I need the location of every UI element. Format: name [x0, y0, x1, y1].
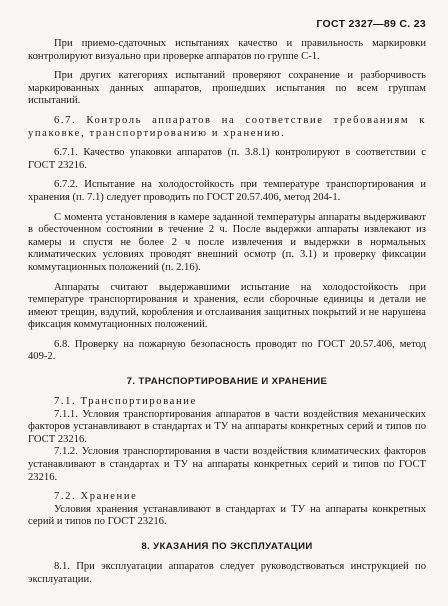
- paragraph: Аппараты считают выдержавшими испытание на холодостойкость при температуре транспортирования и хранения, если сборочные единицы и детали не имеют трещин, вздутий, коробления и отслаивания защитных покрытий и не нарушена фиксация коммутационных положений.: [28, 281, 426, 331]
- section-title: 7. ТРАНСПОРТИРОВАНИЕ И ХРАНЕНИЕ: [126, 376, 328, 388]
- subsection-heading: 7.1. Транспортирование: [54, 396, 197, 408]
- paragraph: Условия хранения устанавливают в стандартах и ТУ на аппараты конкретных серий и типов по ГОСТ 23216.: [28, 503, 426, 528]
- clause-heading: 6.7. Контроль аппаратов на соответствие требованиям к упаковке, транспортированию и хранению.: [28, 114, 426, 139]
- paragraph: 7.1.1. Условия транспортирования аппаратов в части воздействия механических факторов устанавливают в стандартах и ТУ на аппараты конкретных серий и типов по ГОСТ 23216.: [28, 408, 426, 445]
- subsection-heading: 7.2. Хранение: [54, 491, 138, 503]
- section-title: 8. УКАЗАНИЯ ПО ЭКСПЛУАТАЦИИ: [141, 541, 313, 552]
- page-header: ГОСТ 2327—89 С. 23: [316, 18, 426, 30]
- paragraph: 7.1.2. Условия транспортирования в части воздействия климатических факторов устанавливают в стандартах и ТУ на аппараты конкретных серий и типов по ГОСТ 23216.: [28, 446, 426, 483]
- paragraph: При приемо-сдаточных испытаниях качество и правильность маркировки контролируют визуально при проверке аппаратов по группе С-1.: [28, 38, 426, 62]
- paragraph: 6.7.2. Испытание на холодостойкость при температуре транспортирования и хранения (п. 7.1) следует проводить по ГОСТ 20.57.406, метод 204-1.: [28, 179, 426, 203]
- paragraph: 8.1. При эксплуатации аппаратов следует руководствоваться инструкцией по эксплуатации.: [28, 561, 426, 585]
- paragraph: 6.7.1. Качество упаковки аппаратов (п. 3.8.1) контролируют в соответствии с ГОСТ 23216.: [28, 147, 426, 171]
- paragraph: При других категориях испытаний проверяют сохранение и разборчивость маркированных данных аппаратов, прошедших испытания по всем группам испытаний.: [28, 70, 426, 107]
- paragraph: С момента установления в камере заданной температуры аппараты выдерживают в обесточенном состоянии в течение 2 ч. После выдержки аппараты извлекают из камеры и спустя не более 2 ч после извлечения и выдержки в нормальных климатических условиях проводят внешний осмотр (п. 3.1) и проверку фиксации коммутационных положений (п. 2.16).: [28, 211, 426, 273]
- paragraph: 6.8. Проверку на пожарную безопасность проводят по ГОСТ 20.57.406, метод 409-2.: [28, 338, 426, 363]
